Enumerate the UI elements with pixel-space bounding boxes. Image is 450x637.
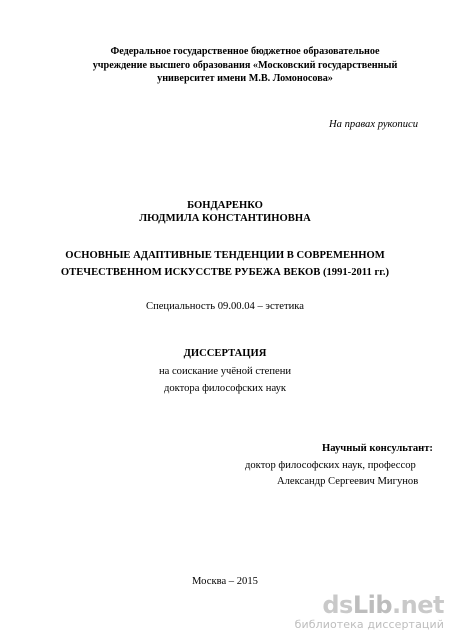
dslib-watermark (295, 593, 444, 631)
advisor-heading: Научный консультант: (322, 443, 433, 454)
specialty-line: Специальность 09.00.04 – эстетика (146, 301, 304, 312)
dslib-tagline: библиотека диссертаций (294, 618, 444, 631)
city-year: Москва – 2015 (192, 576, 258, 587)
dslib-logo: dsLib.net (322, 591, 444, 619)
manuscript-note: На правах рукописи (329, 119, 418, 130)
dissertation-title-line: ОСНОВНЫЕ АДАПТИВНЫЕ ТЕНДЕНЦИИ В СОВРЕМЕННОМ (65, 250, 385, 261)
advisor-credentials: доктор философских наук, профессор (245, 460, 416, 471)
degree-purpose-line: доктора философских наук (163, 383, 287, 394)
institution-line: Федеральное государственное бюджетное образовательное (110, 46, 380, 57)
institution-line: университет имени М.В. Ломоносова» (157, 73, 333, 84)
dissertation-title-line: ОТЕЧЕСТВЕННОМ ИСКУССТВЕ РУБЕЖА ВЕКОВ (1991-2011 гг.) (60, 267, 390, 278)
advisor-name: Александр Сергеевич Мигунов (277, 476, 419, 487)
work-type-label: ДИССЕРТАЦИЯ (183, 348, 267, 359)
degree-purpose-line: на соискание учёной степени (158, 366, 292, 377)
institution-line: учреждение высшего образования «Московский государственный (92, 59, 398, 71)
institution-header (80, 45, 410, 86)
author-given-names: ЛЮДМИЛА КОНСТАНТИНОВНА (139, 213, 311, 224)
author-surname: БОНДАРЕНКО (187, 200, 263, 211)
